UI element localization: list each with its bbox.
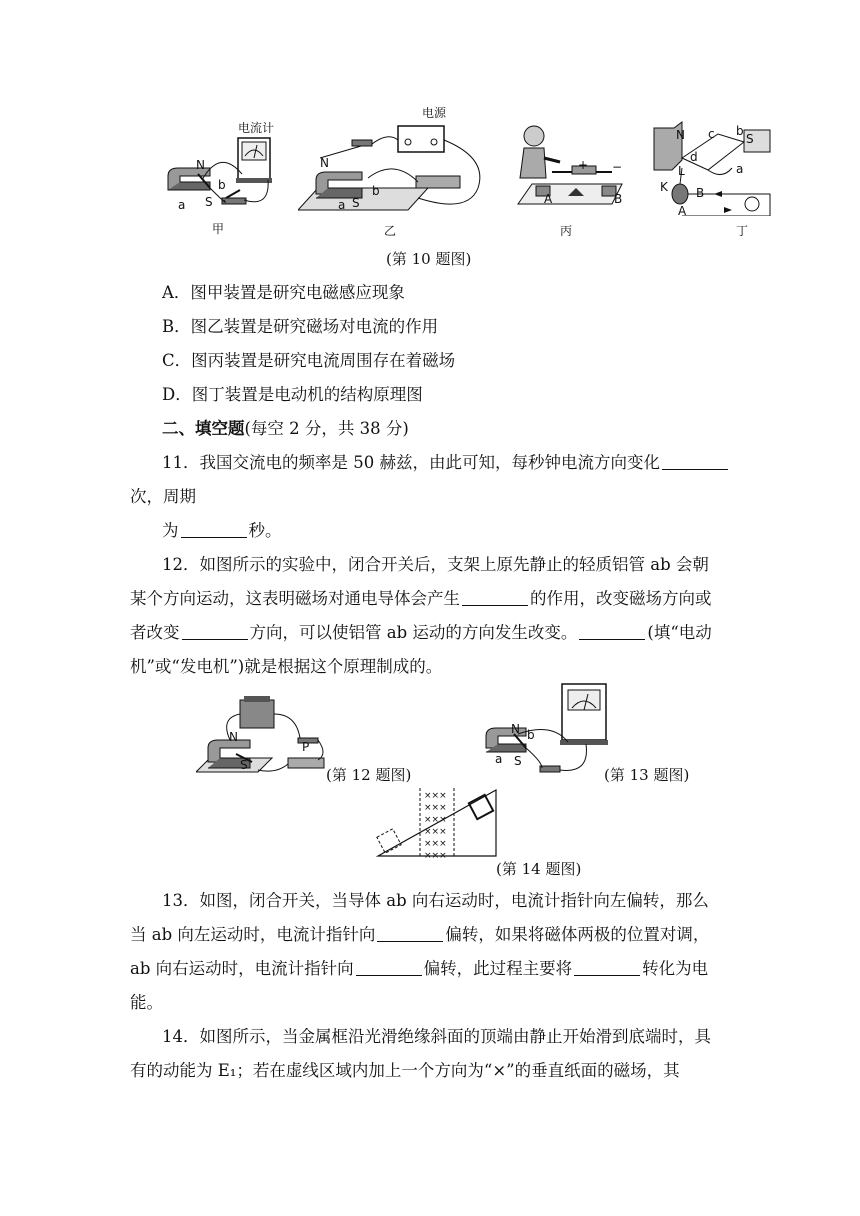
- q13-line4: 能。: [130, 993, 163, 1012]
- q12-line1: 12．如图所示的实验中，闭合开关后，支架上原先静止的轻质铝管 ab 会朝: [162, 555, 709, 574]
- section-note: (每空 2 分，共 38 分): [244, 419, 409, 438]
- q13-line3: ab 向右运动时，电流计指针向 偏转，此过程主要将 转化为电: [130, 959, 709, 978]
- f13-S: S: [514, 754, 522, 768]
- f12-S: S: [240, 758, 248, 772]
- option-b: B．图乙装置是研究磁场对电流的作用: [162, 317, 439, 336]
- bing-plus: +: [578, 158, 589, 172]
- f13-N: N: [511, 722, 520, 736]
- figure-12: [196, 694, 328, 778]
- option-d: D．图丁装置是电动机的结构原理图: [162, 385, 423, 404]
- svg-text:×××: ×××: [424, 827, 447, 837]
- f13-b: b: [527, 728, 535, 742]
- label-ding: 丁: [736, 224, 749, 238]
- ding-b: b: [736, 124, 744, 138]
- q12-line2: 某个方向运动，这表明磁场对通电导体会产生 的作用，改变磁场方向或: [130, 589, 712, 608]
- f12-N: N: [229, 730, 238, 744]
- bing-B: B: [614, 192, 623, 206]
- ding-S: S: [746, 132, 754, 146]
- ding-K: K: [660, 180, 668, 194]
- label-bing: 丙: [560, 224, 573, 238]
- label-jia: 甲: [212, 222, 225, 236]
- jia-meter-label: 电流计: [238, 121, 275, 135]
- ding-d: d: [690, 150, 698, 164]
- q14-line1: 14．如图所示，当金属框沿光滑绝缘斜面的顶端由静止开始滑到底端时，具: [162, 1027, 711, 1046]
- q12-blank-2[interactable]: [182, 623, 248, 640]
- q11-blank-1[interactable]: [662, 453, 728, 470]
- option-a: A．图甲装置是研究电磁感应现象: [162, 283, 405, 302]
- ding-L: L: [678, 164, 685, 178]
- q13-line1: 13．如图，闭合开关，当导体 ab 向右运动时，电流计指针向左偏转，那么: [162, 891, 709, 910]
- q12-line3: 者改变 方向，可以使铝管 ab 运动的方向发生改变。 (填“电动: [130, 623, 712, 642]
- yi-S: S: [352, 196, 360, 210]
- svg-text:×××: ×××: [424, 815, 447, 825]
- yi-source-label: 电源: [422, 106, 447, 120]
- ding-a: a: [736, 162, 744, 176]
- q14-line2: 有的动能为 E₁；若在虚线区域内加上一个方向为“×”的垂直纸面的磁场，其: [130, 1061, 680, 1080]
- option-c: C．图丙装置是研究电流周围存在着磁场: [162, 351, 456, 370]
- jia-N: N: [196, 158, 205, 172]
- q12-blank-3[interactable]: [579, 623, 645, 640]
- fig10-caption: (第 10 题图): [386, 250, 472, 268]
- yi-b: b: [372, 184, 380, 198]
- svg-text:×××: ×××: [424, 803, 447, 813]
- fig13-caption: (第 13 题图): [604, 766, 690, 784]
- q11-line1: 11．我国交流电的频率是 50 赫兹，由此可知，每秒钟电流方向变化: [162, 452, 772, 474]
- jia-a: a: [178, 198, 186, 212]
- jia-S: S: [205, 195, 213, 209]
- q13-blank-1[interactable]: [377, 925, 443, 942]
- q11-line2: 次，周期: [130, 487, 196, 506]
- yi-a: a: [338, 198, 346, 212]
- svg-text:×××: ×××: [424, 791, 447, 801]
- q13-blank-2[interactable]: [356, 959, 422, 976]
- bing-minus: −: [612, 160, 623, 174]
- q13-line2: 当 ab 向左运动时，电流计指针向 偏转，如果将磁体两极的位置对调，: [130, 925, 710, 944]
- jia-b: b: [218, 178, 226, 192]
- ding-B: B: [696, 186, 705, 200]
- q13-blank-3[interactable]: [574, 959, 640, 976]
- figure-14: [370, 788, 500, 858]
- section-title: 二、填空题: [162, 419, 245, 438]
- f13-a: a: [495, 752, 503, 766]
- f12-P: P: [302, 740, 310, 754]
- label-yi: 乙: [384, 224, 397, 238]
- bing-A: A: [544, 192, 553, 206]
- section-heading: [162, 418, 772, 440]
- svg-text:×××: ×××: [424, 839, 447, 849]
- q11-line3: 为 秒。: [162, 521, 282, 540]
- q12-blank-1[interactable]: [462, 589, 528, 606]
- ding-N: N: [676, 128, 685, 142]
- q12-line4: 机”或“发电机”)就是根据这个原理制成的。: [130, 657, 443, 676]
- fig14-caption: (第 14 题图): [496, 860, 582, 878]
- q11-blank-2[interactable]: [181, 521, 247, 538]
- fig12-caption: (第 12 题图): [326, 766, 412, 784]
- ding-c: c: [708, 127, 715, 141]
- ding-A: A: [678, 204, 687, 218]
- yi-N: N: [320, 156, 329, 170]
- svg-text:×××: ×××: [424, 851, 447, 858]
